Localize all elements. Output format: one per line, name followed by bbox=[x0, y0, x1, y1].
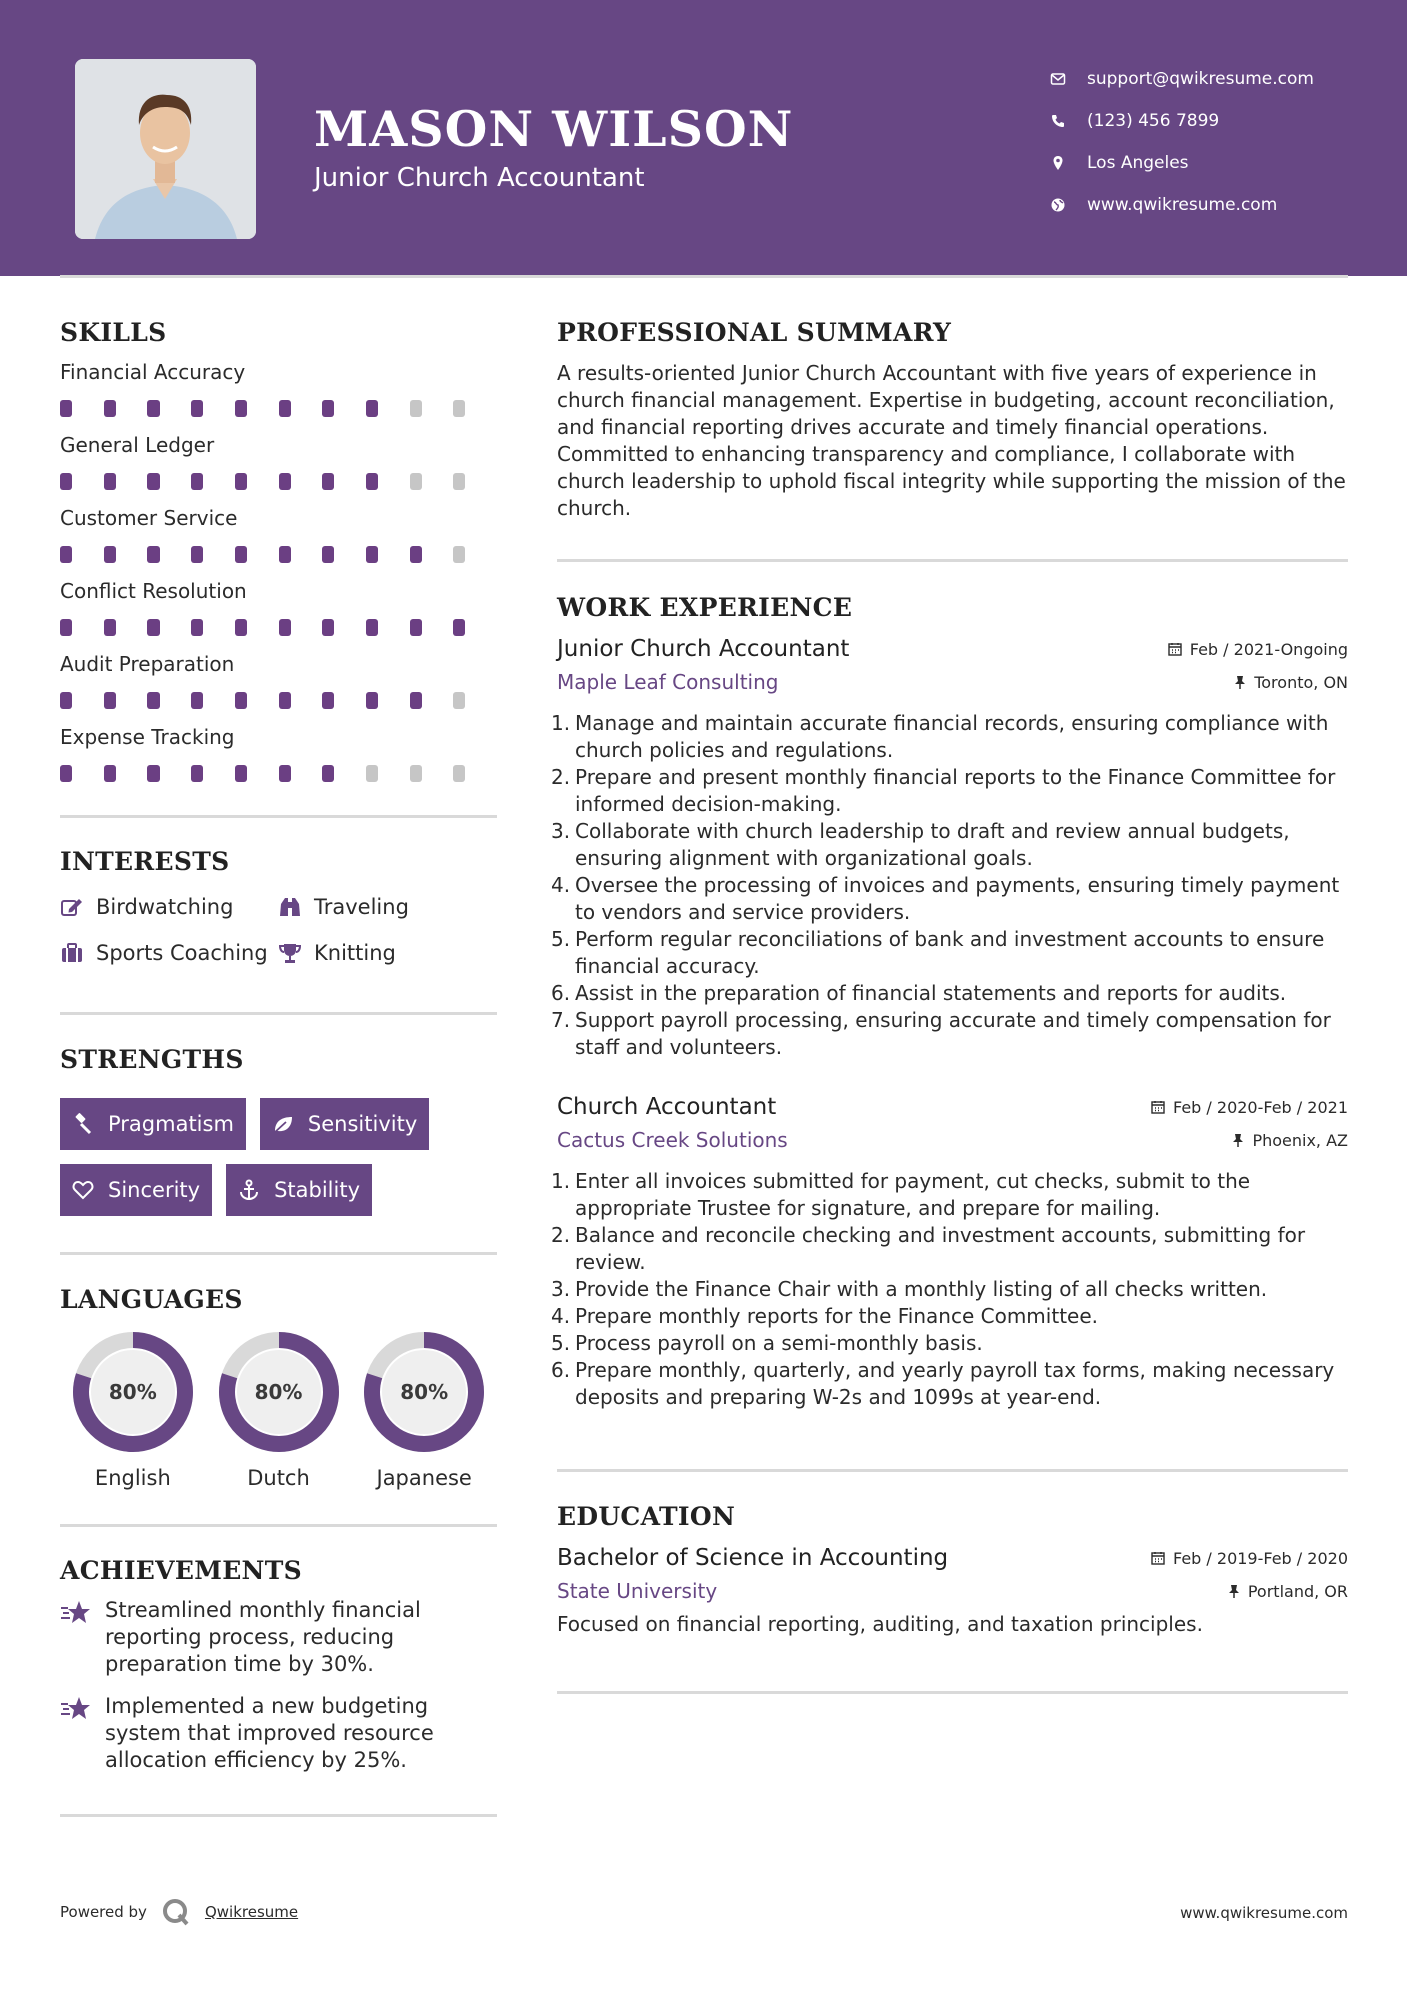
section-divider bbox=[557, 559, 1348, 562]
rating-dot-filled bbox=[60, 546, 72, 563]
contact-phone[interactable] bbox=[1050, 100, 1314, 142]
duty-number: 4. bbox=[551, 1304, 571, 1328]
anchor-icon bbox=[238, 1179, 274, 1201]
duty-number: 3. bbox=[551, 819, 571, 843]
skill-rating bbox=[60, 386, 497, 430]
strengths-heading: STRENGTHS bbox=[60, 1045, 244, 1074]
section-divider bbox=[60, 1524, 497, 1527]
job-date-text: Feb / 2020-Feb / 2021 bbox=[1173, 1097, 1348, 1117]
right-column bbox=[551, 318, 1348, 1694]
skill-name: General Ledger bbox=[60, 433, 215, 457]
duty-item bbox=[551, 872, 1348, 926]
rating-dot-filled bbox=[410, 546, 422, 563]
duty-item bbox=[551, 1357, 1348, 1411]
interest-item bbox=[60, 940, 278, 966]
duty-item bbox=[551, 764, 1348, 818]
contact-list bbox=[1050, 58, 1314, 226]
strength-tag bbox=[260, 1098, 429, 1150]
language-item bbox=[206, 1332, 352, 1490]
job-entry bbox=[551, 636, 1348, 1061]
binoculars-icon bbox=[278, 896, 314, 918]
duty-text: Collaborate with church leadership to draft and review annual budgets, ensuring alignment with organizational goals. bbox=[575, 819, 1290, 870]
footer-powered-by bbox=[60, 1897, 298, 1927]
rating-dot-filled bbox=[322, 473, 334, 490]
rating-dot-filled bbox=[60, 473, 72, 490]
job-title: Junior Church Accountant bbox=[557, 636, 850, 662]
languages-heading: LANGUAGES bbox=[60, 1285, 243, 1314]
skill-item bbox=[60, 504, 497, 576]
rating-dot-empty bbox=[453, 473, 465, 490]
education-location-text: Portland, OR bbox=[1247, 1581, 1348, 1601]
qwikresume-logo-icon bbox=[161, 1897, 191, 1927]
rating-dot-filled bbox=[322, 546, 334, 563]
interest-label: Knitting bbox=[314, 941, 396, 965]
left-column bbox=[60, 318, 497, 1817]
achievement-text: Implemented a new budgeting system that improved resource allocation efficiency by 25%. bbox=[105, 1694, 434, 1772]
strength-tag bbox=[226, 1164, 372, 1216]
section-divider bbox=[60, 1012, 497, 1015]
rating-dot-filled bbox=[279, 400, 291, 417]
education-heading: EDUCATION bbox=[557, 1502, 736, 1531]
rating-dot-filled bbox=[366, 473, 378, 490]
language-progress-ring bbox=[219, 1332, 339, 1452]
interest-item bbox=[278, 940, 478, 966]
interest-label: Birdwatching bbox=[96, 895, 234, 919]
duty-number: 5. bbox=[551, 1331, 571, 1355]
rating-dot-filled bbox=[191, 692, 203, 709]
education-description: Focused on financial reporting, auditing, and taxation principles. bbox=[557, 1612, 1203, 1636]
skill-name: Conflict Resolution bbox=[60, 579, 247, 603]
rating-dot-filled bbox=[279, 765, 291, 782]
duty-number: 6. bbox=[551, 981, 571, 1005]
duty-number: 1. bbox=[551, 711, 571, 735]
rating-dot-filled bbox=[147, 473, 159, 490]
language-name: Dutch bbox=[247, 1466, 310, 1490]
duty-item bbox=[551, 710, 1348, 764]
calendar-icon bbox=[1151, 1551, 1165, 1565]
rating-dot-filled bbox=[191, 400, 203, 417]
calendar-icon bbox=[1151, 1100, 1165, 1114]
summary-text: A results-oriented Junior Church Accountant with five years of experience in church financial management. Expertise in budgeting, account reconciliation, and financial reporting drives accurate and timely financial operations. Committed to enhancing transparency and compliance, I collaborate with church leadership to uphold fiscal integrity while supporting the mission of the church. bbox=[557, 361, 1346, 520]
duty-text: Manage and maintain accurate financial records, ensuring compliance with church policies and regulations. bbox=[575, 711, 1329, 762]
duty-item bbox=[551, 1168, 1348, 1222]
job-date bbox=[1168, 640, 1348, 659]
section-divider bbox=[557, 1469, 1348, 1472]
language-percent: 80% bbox=[400, 1380, 449, 1404]
contact-website-text: www.qwikresume.com bbox=[1087, 195, 1278, 215]
rating-dot-filled bbox=[104, 692, 116, 709]
envelope-icon bbox=[1050, 71, 1087, 87]
degree-title: Bachelor of Science in Accounting bbox=[557, 1545, 949, 1571]
strength-label: Sensitivity bbox=[307, 1112, 418, 1136]
rating-dot-filled bbox=[147, 619, 159, 636]
rating-dot-filled bbox=[366, 619, 378, 636]
profile-photo bbox=[75, 59, 256, 239]
interest-label: Traveling bbox=[314, 895, 409, 919]
heart-icon bbox=[72, 1179, 108, 1201]
duty-text: Prepare monthly reports for the Finance Committee. bbox=[575, 1304, 1098, 1328]
duty-item bbox=[551, 980, 1348, 1007]
duty-number: 7. bbox=[551, 1008, 571, 1032]
pushpin-icon bbox=[1234, 675, 1246, 689]
skills-list bbox=[60, 358, 497, 795]
powered-by-label: Powered by bbox=[60, 1903, 147, 1921]
duty-text: Balance and reconcile checking and investment accounts, submitting for review. bbox=[575, 1223, 1306, 1274]
trophy-icon bbox=[278, 942, 314, 964]
duty-item bbox=[551, 1330, 1348, 1357]
calendar-icon bbox=[1168, 642, 1182, 656]
rating-dot-empty bbox=[453, 692, 465, 709]
duty-text: Oversee the processing of invoices and payments, ensuring timely payment to vendors and service providers. bbox=[575, 873, 1340, 924]
briefcase-icon bbox=[60, 942, 96, 964]
rating-dot-filled bbox=[235, 473, 247, 490]
skill-rating bbox=[60, 678, 497, 722]
rating-dot-filled bbox=[60, 765, 72, 782]
contact-location-text: Los Angeles bbox=[1087, 153, 1189, 173]
skill-rating bbox=[60, 751, 497, 795]
experience-heading: WORK EXPERIENCE bbox=[557, 593, 853, 622]
duty-number: 4. bbox=[551, 873, 571, 897]
rating-dot-filled bbox=[104, 765, 116, 782]
rating-dot-filled bbox=[322, 765, 334, 782]
duty-item bbox=[551, 818, 1348, 872]
duty-number: 5. bbox=[551, 927, 571, 951]
rating-dot-filled bbox=[191, 546, 203, 563]
language-name: English bbox=[94, 1466, 171, 1490]
phone-icon bbox=[1050, 113, 1087, 129]
duty-text: Prepare monthly, quarterly, and yearly payroll tax forms, making necessary deposits and preparing W-2s and 1099s at year-end. bbox=[575, 1358, 1335, 1409]
job-location bbox=[1232, 1131, 1348, 1150]
duty-item bbox=[551, 926, 1348, 980]
job-entry bbox=[551, 1094, 1348, 1411]
achievement-item bbox=[60, 1597, 497, 1678]
rating-dot-filled bbox=[322, 619, 334, 636]
interests-list bbox=[60, 894, 497, 966]
section-divider bbox=[557, 1691, 1348, 1694]
rating-dot-filled bbox=[453, 619, 465, 636]
languages-list bbox=[60, 1332, 497, 1490]
star-icon bbox=[60, 1693, 105, 1774]
education-date bbox=[1151, 1549, 1348, 1568]
duty-text: Process payroll on a semi-monthly basis. bbox=[575, 1331, 983, 1355]
duty-number: 3. bbox=[551, 1277, 571, 1301]
education-date-text: Feb / 2019-Feb / 2020 bbox=[1173, 1548, 1348, 1568]
rating-dot-filled bbox=[60, 400, 72, 417]
duty-number: 2. bbox=[551, 1223, 571, 1247]
achievement-text: Streamlined monthly financial reporting process, reducing preparation time by 30%. bbox=[105, 1598, 421, 1676]
footer-website[interactable]: www.qwikresume.com bbox=[1180, 1904, 1348, 1922]
candidate-title: Junior Church Accountant bbox=[314, 163, 645, 193]
skills-heading: SKILLS bbox=[60, 318, 167, 347]
globe-icon bbox=[1050, 197, 1087, 213]
skill-item bbox=[60, 577, 497, 649]
rating-dot-empty bbox=[410, 400, 422, 417]
rating-dot-filled bbox=[279, 473, 291, 490]
section-divider bbox=[60, 815, 497, 818]
strength-label: Sincerity bbox=[108, 1178, 201, 1202]
contact-phone-text: (123) 456 7899 bbox=[1087, 111, 1220, 131]
rating-dot-empty bbox=[410, 473, 422, 490]
language-percent: 80% bbox=[108, 1380, 157, 1404]
rating-dot-empty bbox=[453, 400, 465, 417]
education-entry bbox=[557, 1545, 1348, 1638]
rating-dot-empty bbox=[366, 765, 378, 782]
duty-item bbox=[551, 1222, 1348, 1276]
skill-rating bbox=[60, 605, 497, 649]
strengths-list bbox=[60, 1098, 497, 1216]
pushpin-icon bbox=[1228, 1584, 1240, 1598]
rating-dot-filled bbox=[235, 546, 247, 563]
job-date bbox=[1151, 1098, 1348, 1117]
duty-item bbox=[551, 1276, 1348, 1303]
duty-text: Enter all invoices submitted for payment, cut checks, submit to the appropriate Trustee for signature, and prepare for mailing. bbox=[575, 1169, 1251, 1220]
job-location bbox=[1234, 673, 1348, 692]
rating-dot-filled bbox=[191, 619, 203, 636]
job-date-text: Feb / 2021-Ongoing bbox=[1189, 639, 1348, 659]
achievements-heading: ACHIEVEMENTS bbox=[60, 1556, 302, 1585]
rating-dot-empty bbox=[410, 765, 422, 782]
leaf-icon bbox=[272, 1113, 308, 1135]
rating-dot-filled bbox=[235, 692, 247, 709]
language-progress-ring bbox=[364, 1332, 484, 1452]
rating-dot-filled bbox=[322, 692, 334, 709]
duty-number: 6. bbox=[551, 1358, 571, 1382]
rating-dot-filled bbox=[235, 765, 247, 782]
school-name: State University bbox=[557, 1579, 718, 1603]
job-location-text: Toronto, ON bbox=[1254, 672, 1348, 692]
interests-heading: INTERESTS bbox=[60, 847, 230, 876]
duty-number: 1. bbox=[551, 1169, 571, 1193]
rating-dot-filled bbox=[60, 692, 72, 709]
language-percent: 80% bbox=[254, 1380, 303, 1404]
contact-email[interactable] bbox=[1050, 58, 1314, 100]
rating-dot-filled bbox=[104, 400, 116, 417]
rating-dot-empty bbox=[453, 765, 465, 782]
language-item bbox=[351, 1332, 497, 1490]
strength-tag bbox=[60, 1098, 246, 1150]
job-duties bbox=[551, 710, 1348, 1061]
skill-name: Expense Tracking bbox=[60, 725, 235, 749]
skill-item bbox=[60, 431, 497, 503]
map-pin-icon bbox=[1050, 155, 1087, 171]
rating-dot-filled bbox=[366, 546, 378, 563]
skill-name: Customer Service bbox=[60, 506, 238, 530]
rating-dot-filled bbox=[366, 692, 378, 709]
strength-tag bbox=[60, 1164, 212, 1216]
job-company: Maple Leaf Consulting bbox=[557, 670, 779, 694]
candidate-name: MASON WILSON bbox=[314, 100, 794, 158]
edit-icon bbox=[60, 896, 96, 918]
job-location-text: Phoenix, AZ bbox=[1252, 1130, 1348, 1150]
rating-dot-filled bbox=[410, 619, 422, 636]
rating-dot-filled bbox=[279, 546, 291, 563]
rating-dot-filled bbox=[147, 765, 159, 782]
language-item bbox=[60, 1332, 206, 1490]
duty-text: Perform regular reconciliations of bank and investment accounts to ensure financial accuracy. bbox=[575, 927, 1325, 978]
rating-dot-filled bbox=[279, 692, 291, 709]
interest-label: Sports Coaching bbox=[96, 941, 268, 965]
rating-dot-filled bbox=[60, 619, 72, 636]
skill-name: Audit Preparation bbox=[60, 652, 235, 676]
duty-text: Assist in the preparation of financial statements and reports for audits. bbox=[575, 981, 1287, 1005]
duty-number: 2. bbox=[551, 765, 571, 789]
gavel-icon bbox=[72, 1113, 108, 1135]
section-divider bbox=[60, 1252, 497, 1255]
rating-dot-filled bbox=[147, 692, 159, 709]
star-icon bbox=[60, 1597, 105, 1678]
rating-dot-filled bbox=[322, 400, 334, 417]
rating-dot-filled bbox=[191, 473, 203, 490]
interest-item bbox=[60, 894, 278, 920]
rating-dot-filled bbox=[191, 765, 203, 782]
rating-dot-filled bbox=[104, 546, 116, 563]
rating-dot-filled bbox=[147, 400, 159, 417]
rating-dot-filled bbox=[104, 619, 116, 636]
contact-email-text: support@qwikresume.com bbox=[1087, 69, 1314, 89]
job-duties bbox=[551, 1168, 1348, 1411]
qwikresume-link[interactable]: Qwikresume bbox=[204, 1903, 299, 1921]
rating-dot-filled bbox=[366, 400, 378, 417]
skill-name: Financial Accuracy bbox=[60, 360, 246, 384]
duty-text: Prepare and present monthly financial reports to the Finance Committee for informed decision-making. bbox=[575, 765, 1336, 816]
strength-label: Stability bbox=[274, 1178, 361, 1202]
language-name: Japanese bbox=[376, 1466, 472, 1490]
skill-item bbox=[60, 358, 497, 430]
duty-text: Support payroll processing, ensuring accurate and timely compensation for staff and volunteers. bbox=[575, 1008, 1331, 1059]
education-location bbox=[1228, 1582, 1348, 1601]
skill-item bbox=[60, 723, 497, 795]
job-company: Cactus Creek Solutions bbox=[557, 1128, 788, 1152]
duty-text: Provide the Finance Chair with a monthly listing of all checks written. bbox=[575, 1277, 1268, 1301]
section-divider bbox=[60, 1814, 497, 1817]
pushpin-icon bbox=[1232, 1133, 1244, 1147]
skill-rating bbox=[60, 459, 497, 503]
rating-dot-filled bbox=[235, 619, 247, 636]
contact-location bbox=[1050, 142, 1314, 184]
strength-label: Pragmatism bbox=[108, 1112, 234, 1136]
skill-item bbox=[60, 650, 497, 722]
interest-item bbox=[278, 894, 478, 920]
duty-item bbox=[551, 1303, 1348, 1330]
duty-item bbox=[551, 1007, 1348, 1061]
resume-header bbox=[0, 0, 1407, 276]
job-title: Church Accountant bbox=[557, 1094, 777, 1120]
rating-dot-filled bbox=[410, 692, 422, 709]
summary-heading: PROFESSIONAL SUMMARY bbox=[557, 318, 952, 347]
header-divider bbox=[60, 275, 1348, 278]
rating-dot-filled bbox=[235, 400, 247, 417]
rating-dot-filled bbox=[279, 619, 291, 636]
achievement-item bbox=[60, 1693, 497, 1774]
rating-dot-empty bbox=[453, 546, 465, 563]
rating-dot-filled bbox=[147, 546, 159, 563]
language-progress-ring bbox=[73, 1332, 193, 1452]
contact-website[interactable] bbox=[1050, 184, 1314, 226]
skill-rating bbox=[60, 532, 497, 576]
rating-dot-filled bbox=[104, 473, 116, 490]
